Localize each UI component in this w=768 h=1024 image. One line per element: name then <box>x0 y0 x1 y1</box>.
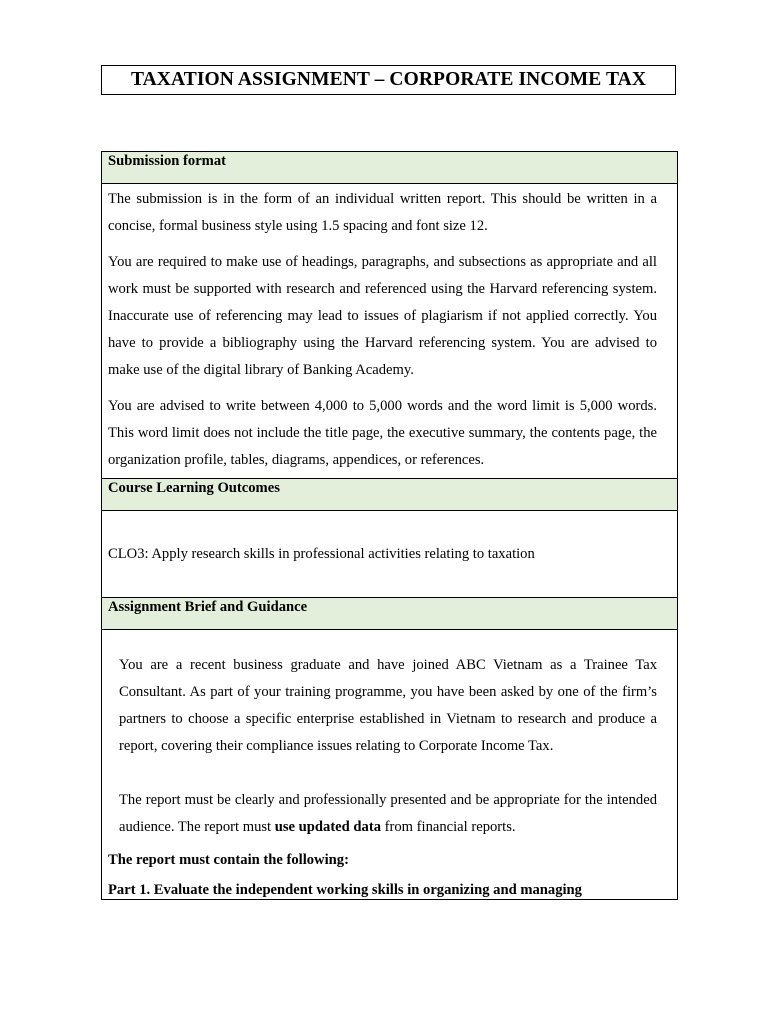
learning-outcomes-header-row <box>102 479 678 511</box>
submission-paragraph-3: You are advised to write between 4,000 to 5,000 words and the word limit is 5,000 words. This word limit does not include the title page, the executive summary, the contents page, the organization profile, tables, diagrams, appendices, or references. <box>108 398 657 468</box>
document-title: TAXATION ASSIGNMENT – CORPORATE INCOME TAX <box>101 65 676 95</box>
brief-paragraph-2-end: from financial reports. <box>381 819 516 835</box>
submission-format-heading: Submission format <box>102 152 678 184</box>
learning-outcomes-body-row <box>102 511 678 598</box>
brief-paragraph-2 <box>119 787 657 841</box>
submission-paragraph-1: The submission is in the form of an individual written report. This should be written in a concise, formal business style using 1.5 spacing and font size 12. <box>108 191 657 234</box>
assignment-brief-body <box>102 630 678 900</box>
brief-paragraph-2-emphasis: use updated data <box>274 819 381 835</box>
submission-format-body <box>102 184 678 479</box>
assignment-brief-header-row <box>102 598 678 630</box>
brief-paragraph-1: You are a recent business graduate and have joined ABC Vietnam as a Trainee Tax Consultant. As part of your training programme, you have been asked by one of the firm’s partners to choose a specific enterprise established in Vietnam to research and produce a report, covering their compliance issues relating to Corporate Income Tax. <box>119 657 657 754</box>
submission-format-body-row <box>102 184 678 479</box>
brief-paragraph-2-start: The report must be clearly and professionally presented and be appropriate for the intended audience. The report must <box>119 792 657 835</box>
assignment-brief-body-row <box>102 630 678 900</box>
learning-outcomes-heading: Course Learning Outcomes <box>102 479 678 511</box>
submission-paragraph-2: You are required to make use of headings, paragraphs, and subsections as appropriate and all work must be supported with research and referenced using the Harvard referencing system. Inaccurate use of referencing may lead to issues of plagiarism if not applied correctly. You have to provide a bibliography using the Harvard referencing system. You are advised to make use of the digital library of Banking Academy. <box>108 254 657 378</box>
clo3-outcome: CLO3: Apply research skills in professional activities relating to taxation <box>102 511 678 598</box>
assignment-brief-heading: Assignment Brief and Guidance <box>102 598 678 630</box>
brief-indented-block <box>108 652 657 841</box>
report-contents-heading: The report must contain the following: <box>108 852 349 868</box>
assignment-table <box>101 151 678 900</box>
submission-format-header-row <box>102 152 678 184</box>
part-1-heading: Part 1. Evaluate the independent working skills in organizing and managing <box>108 882 582 898</box>
